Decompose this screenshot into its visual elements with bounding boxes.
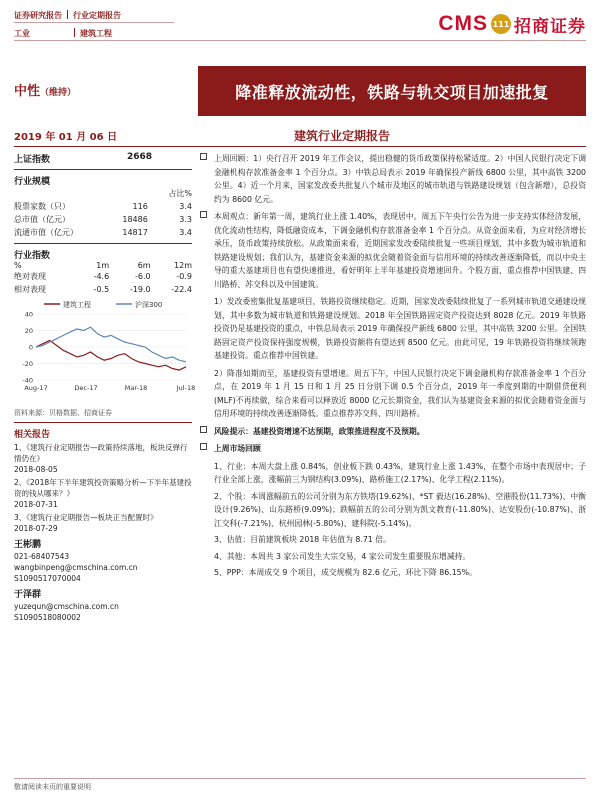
related-item: 2、《2018年下半年建筑投资策略分析—下半年基建投资的钱从哪来？》 2018-07-31 [14, 478, 192, 509]
market-item: 5、PPP：本周成交 9 个项目，成交规模为 82.6 亿元，环比下降 86.15%。 [214, 568, 477, 577]
y-tick-label: -40 [22, 376, 33, 385]
x-tick-label: Aug-17 [24, 384, 48, 392]
report-date: 2019 年 01 月 06 日 [14, 132, 118, 143]
header-line-2 [14, 28, 112, 39]
index-chart-svg [14, 296, 196, 406]
chart-source: 资料来源：贝格数据、招商证券 [14, 409, 112, 417]
index-label: 上证指数 [14, 155, 51, 165]
checkbox-bullet-icon [200, 443, 207, 450]
rating-value: 中性 [14, 84, 41, 99]
point-1: 1）发改委密集批复基建项目，铁路投资继续稳定。近期，国家发改委陆续批复了一系列城市轨道交通建设规划，其中多数为城市轨道和铁路建设规划。2018 年全国铁路固定资产投资达到 8028 亿元。2019 年铁路投资仍是基建投资的重点，中铁总局表示 2019 年确保投产新线 6800 公里，其中高铁 3200 公里。全国铁路固定资产投资保持强度规模，铁路投资额将有望达到 8500 亿元。由此可见，19 年铁路投资将继续领跑基建投资。重点推荐中国铁建。 [214, 297, 586, 360]
checkbox-bullet-icon [200, 426, 207, 433]
analyst-card [14, 540, 192, 584]
market-item: 4、其他：本周共 3 家公司发生大宗交易，4 家公司发生重要股东增减持。 [214, 551, 471, 561]
header-line-1 [14, 10, 121, 21]
x-tick-label: Dec-17 [74, 384, 98, 392]
y-tick-label: 40 [24, 310, 33, 319]
related-title: 相关报告 [14, 430, 51, 440]
scale-header: 占比% [168, 189, 192, 198]
analyst-phone: 021-68407543 [14, 552, 70, 561]
perf-row: 相对表现 -0.5 -19.0 -22.4 [14, 285, 192, 294]
risk-paragraph: 风险提示：基建投资增速不达预期，政策推进程度不及预期。 [200, 425, 586, 439]
related-item: 3、《建筑行业定期报告—板块正当配置时》 2018-07-29 [14, 513, 158, 533]
scale-row: 流通市值（亿元） 14817 3.4 [14, 228, 192, 237]
index-chart [14, 296, 196, 406]
report-type: 证券研究报告 [14, 11, 62, 20]
point-2: 2）降准如期而至，基建投资有望增速。周五下午，中国人民银行决定下调金融机构存款准备金率 1 个百分点，在 2019 年 1 月 15 日和 1 月 25 日分别下调 0.5 个百分点，2019 年一季度到期的中期借贷便利(MLF)不再续做，综合来看可以释放近 8000 亿元长期资金，我们认为基建资金来源的拟优会随着资金面与信用环境的持续改善逐渐降低。重点推荐苏交科、四川路桥。 [214, 368, 586, 418]
series-line [36, 327, 186, 362]
logo-cms: CMS [438, 12, 488, 35]
legend-label: 沪深300 [135, 301, 163, 309]
related-item: 1、《建筑行业定期报告—政策持续落地，板块反弹行情仍在》 2018-08-05 [14, 443, 188, 474]
banner-title: 降准释放流动性，铁路与轨交项目加速批复 [198, 66, 586, 116]
index-value: 2668 [126, 152, 152, 162]
sector: 工业 [14, 29, 30, 38]
view-paragraph: 本周观点：新年第一周，建筑行业上涨 1.40%，表现居中。周五下午央行公告为进一步支持实体经济发展，优化流动性结构，降低融资成本，下调金融机构存款准备金率 1 个百分点。从资金面来看，为应对经济增长承压，货币政策持续放松。从政策面来看，近期国家发改委陆续批复一些项目规划，其中多数为城市轨道和铁路建设规划；我们认为，基建资金来源的拟优会随着资金面与信用环境的持续改善逐渐降低，而以中央主导的重大基建项目也有望快速推进，看好明年上半年基建投资增速回升。个股方面，重点推荐中国铁建、四川路桥、苏交科以及中国建筑。 [200, 210, 586, 291]
analyst-email[interactable]: yuzequn@cmschina.com.cn [14, 602, 119, 611]
perf-title: 行业指数 [14, 251, 51, 261]
cms-logo [438, 10, 586, 38]
scale-title: 行业规模 [14, 177, 51, 187]
index-row [14, 152, 192, 165]
market-item: 3、估值：目前建筑板块 2018 年估值为 8.71 倍。 [214, 535, 391, 544]
market-title: 上周市场回顾 [200, 442, 586, 456]
analyst-name: 于泽群 [14, 590, 42, 600]
y-tick-label: 20 [24, 327, 33, 335]
summary-paragraph: 上周回顾：1）央行召开 2019 年工作会议，提出稳健的货币政策保持松紧适度。2）中国人民银行决定下调金融机构存款准备金率 1 个百分点。3）中铁总局表示 2019 年确保投产新线 6800 公里，其中高铁 3200 公里。4）近一个月来，国家发改委共批复八个城市及地区的城市轨道与铁路建设规划（包含新增），总投资约为 8600 亿元。 [200, 152, 586, 206]
series-line [36, 340, 186, 370]
legend-label: 建筑工程 [63, 301, 91, 309]
report-subtitle: 建筑行业定期报告 [294, 129, 391, 143]
rating [14, 80, 76, 99]
y-tick-label: 0 [28, 343, 33, 352]
market-item: 2、个股：本周涨幅前五的公司分别为东方铁塔(19.62%)、*ST 毅达(16.28%)、空港股份(11.73%)、中衡设计(9.26%)、山东路桥(9.09%)；跌幅前五的公司分别为凯文教育(-11.80%)、达安股份(-10.87%)、浙江交科(-7.21%)、杭州园林(-5.80%)、建科院(-5.14%)。 [214, 491, 586, 528]
x-tick-label: Mar-18 [124, 384, 148, 392]
logo-cn: 招商证券 [514, 16, 586, 37]
report-kind: 行业定期报告 [73, 11, 121, 20]
analyst-email[interactable]: wangbinpeng@cmschina.com.cn [14, 563, 138, 572]
main-body [200, 152, 586, 792]
scale-row: 总市值（亿元） 18486 3.3 [14, 215, 192, 224]
left-sidebar [14, 152, 196, 772]
checkbox-bullet-icon [200, 153, 207, 160]
analyst-name: 王彬鹏 [14, 540, 42, 550]
perf-row: 绝对表现 -4.6 -6.0 -0.9 [14, 272, 192, 281]
footer-note: 敬请阅读末页的重要说明 [14, 783, 91, 791]
rating-note: （维持） [40, 88, 77, 98]
report-header [14, 8, 586, 60]
x-tick-label: Jul-18 [176, 384, 196, 392]
scale-table [14, 187, 192, 239]
analyst-card [14, 590, 192, 623]
analyst-cert: S1090517070004 [14, 574, 81, 583]
y-tick-label: -20 [22, 360, 33, 368]
sub-sector: 建筑工程 [80, 29, 112, 38]
logo-badge-icon: 111 [491, 14, 511, 34]
market-item: 1、行业：本周大盘上涨 0.84%，创业板下跌 0.43%，建筑行业上涨 1.43%，在整个市场中表现居中；子行业全部上涨，涨幅前三为钢结构(3.09%)、路桥施工(2.17%)、化学工程(2.11%)。 [214, 461, 586, 484]
checkbox-bullet-icon [200, 211, 207, 218]
analyst-cert: S1090518080002 [14, 613, 81, 622]
perf-table: % 1m 6m 12m 绝对表现 -4.6 -6.0 -0.9 相对表现 -0.5 -19.0 -22.4 [14, 261, 192, 294]
scale-row: 股票家数（只） 116 3.4 [14, 202, 192, 211]
